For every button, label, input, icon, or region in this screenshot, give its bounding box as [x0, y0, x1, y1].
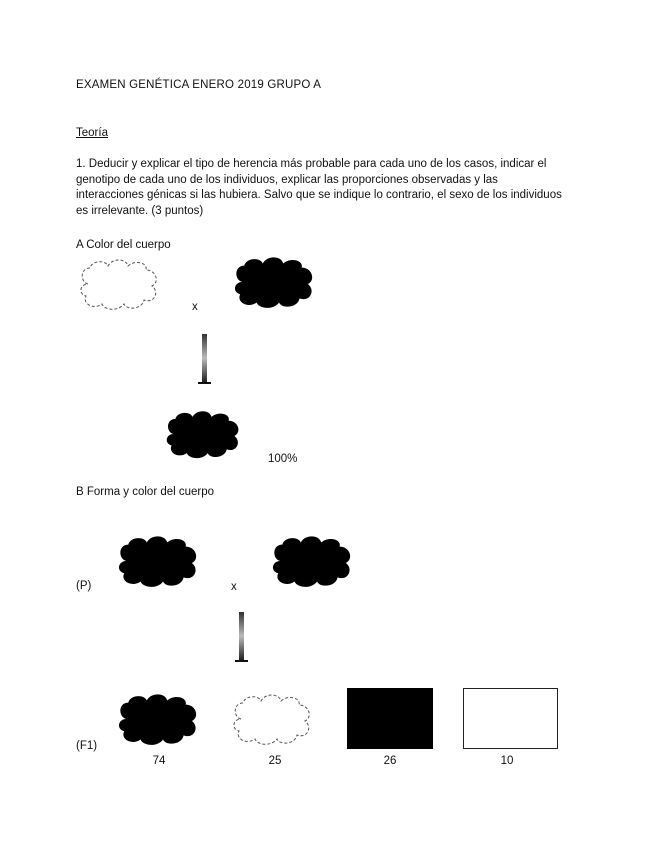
- generation-p-label: (P): [76, 580, 92, 592]
- case-b-parent-1-black-cloud: [116, 532, 200, 592]
- f1-count-white-cloud: 25: [268, 755, 282, 767]
- question-1-text: [76, 157, 581, 219]
- f1-black-rectangle: [347, 688, 433, 749]
- case-a-cross-symbol: x: [192, 301, 198, 313]
- question-line: genotipo de cada uno de los individuos, explicar las proporciones observadas y las: [76, 173, 498, 186]
- case-a-arrow-icon: [196, 334, 214, 388]
- exam-title: EXAMEN GENÉTICA ENERO 2019 GRUPO A: [76, 79, 322, 91]
- f1-count-white-rectangle: 10: [500, 755, 514, 767]
- f1-white-cloud: [231, 692, 313, 748]
- case-b-label: B Forma y color del cuerpo: [76, 486, 215, 498]
- question-line: 1. Deducir y explicar el tipo de herencia más probable para cada uno de los casos, indicar el: [76, 158, 547, 170]
- f1-count-black-rectangle: 26: [383, 755, 397, 767]
- case-b-parent-2-black-cloud: [270, 532, 354, 592]
- case-a-parent-white-cloud: [78, 258, 160, 312]
- question-line: es irrelevante. (3 puntos): [76, 204, 204, 217]
- f1-white-rectangle: [463, 688, 558, 749]
- section-heading-teoria: Teoría: [76, 127, 108, 139]
- case-b-arrow-icon: [233, 612, 251, 666]
- case-a-offspring-percent: 100%: [268, 453, 298, 465]
- case-a-offspring-black-cloud: [164, 406, 242, 464]
- case-a-parent-black-cloud: [232, 254, 316, 312]
- case-a-label: A Color del cuerpo: [76, 239, 171, 251]
- f1-black-cloud: [116, 690, 200, 750]
- f1-count-black-cloud: 74: [152, 755, 166, 767]
- case-b-cross-symbol: x: [231, 581, 237, 593]
- question-line: interacciones génicas si las hubiera. Salvo que se indique lo contrario, el sexo de los individuos: [76, 189, 562, 201]
- generation-f1-label: (F1): [76, 740, 98, 752]
